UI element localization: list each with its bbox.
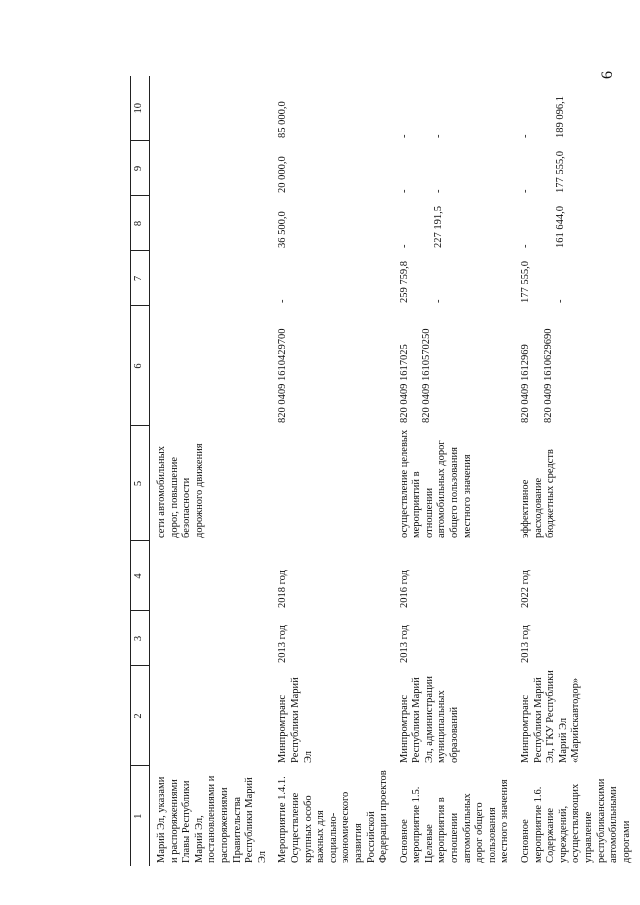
code-line: 820 0409 1610570250: [421, 328, 433, 423]
value-line: -: [520, 189, 532, 193]
cell-executor: Минпромтранс Республики Марий Эл, ГКУ Республики Марий Эл «Марийскавтодор»: [520, 670, 582, 763]
cell-value: 20 000,0: [277, 156, 289, 193]
cell-value: [514, 141, 635, 196]
cell-end-year: 2022 год: [520, 570, 532, 608]
cell-value: 85 000,0: [277, 101, 289, 138]
header-cell: 1: [131, 766, 150, 866]
cell-start-year: 2013 год: [520, 625, 532, 663]
rotated-table-container: [130, 76, 632, 866]
cell-end-year: [150, 541, 272, 611]
cell-value: 36 500,0: [277, 211, 289, 248]
cell-measure: Основное мероприятие 1.6. Содержание учреждений, осуществляющих управление республиканскими автомобильными дорогами: [520, 778, 632, 863]
cell-code: 820 0409 1610429700: [277, 328, 289, 423]
cell-code: [514, 306, 635, 426]
header-cell: 5: [131, 426, 150, 541]
cell-value: [514, 251, 635, 306]
cell-executor: Минпромтранс Республики Марий Эл: [277, 677, 314, 763]
cell-value: [393, 76, 514, 141]
cell-value: [150, 76, 272, 141]
value-line: 177 555,0: [554, 151, 566, 193]
value-line: -: [433, 134, 445, 138]
cell-value: [393, 196, 514, 251]
header-cell: 4: [131, 541, 150, 611]
cell-value: [514, 76, 635, 141]
cell-result: сети автомобильных дорог, повышение безопасности дорожного движения: [156, 443, 205, 538]
value-line: 227 191,5: [433, 206, 445, 248]
cell-executor: [150, 666, 272, 766]
cell-result: [271, 426, 392, 541]
cell-value: -: [277, 299, 289, 303]
table-row: [271, 76, 392, 866]
cell-start-year: 2013 год: [277, 625, 289, 663]
value-line: 259 759,8: [398, 261, 410, 303]
table-row: [150, 76, 272, 866]
header-cell: 6: [131, 306, 150, 426]
header-row: [131, 76, 150, 866]
code-line: 820 0409 1610629690: [542, 328, 554, 423]
cell-end-year: 2018 год: [277, 570, 289, 608]
value-line: 189 096,1: [554, 96, 566, 138]
cell-measure: Основное мероприятие 1.5. Целевые мероприятия в отношении автомобильных дорог общего пользования местного значения: [398, 779, 511, 863]
value-line: -: [520, 244, 532, 248]
value-line: -: [554, 299, 566, 303]
page-number: 6: [599, 71, 616, 79]
program-table: [130, 76, 635, 866]
header-cell: 8: [131, 196, 150, 251]
value-line: -: [398, 134, 410, 138]
cell-value: [393, 251, 514, 306]
value-line: 161 644,0: [554, 206, 566, 248]
cell-value: [514, 196, 635, 251]
cell-code: [393, 306, 514, 426]
cell-measure: Марий Эл, указами и распоряжениями Главы Республики Марий Эл, постановлениями и распоряжениями Правительства Республики Марий Эл: [156, 775, 268, 863]
header-cell: 7: [131, 251, 150, 306]
cell-value: [150, 196, 272, 251]
table-row: [514, 76, 635, 866]
cell-start-year: 2013 год: [398, 625, 410, 663]
code-line: 820 0409 1617025: [398, 344, 410, 423]
cell-measure: Мероприятие 1.4.1. Осуществление крупных особо важных для социально-экономического развития Российской Федерации проектов: [277, 770, 390, 863]
cell-result: эффективное расходование бюджетных средств: [520, 449, 557, 538]
value-line: -: [433, 299, 445, 303]
cell-executor: Минпромтранс Республики Марий Эл, администрации муниципальных образований: [398, 676, 461, 763]
header-cell: 2: [131, 666, 150, 766]
cell-end-year: 2016 год: [398, 570, 410, 608]
cell-start-year: [150, 611, 272, 666]
cell-code: [150, 306, 272, 426]
cell-result: осуществление целевых мероприятий в отношении автомобильных дорог общего пользования местного значения: [398, 429, 473, 538]
value-line: -: [433, 189, 445, 193]
cell-value: [150, 141, 272, 196]
code-line: 820 0409 1612969: [520, 344, 532, 423]
header-cell: 3: [131, 611, 150, 666]
header-cell: 9: [131, 141, 150, 196]
cell-value: [393, 141, 514, 196]
table-row: [393, 76, 514, 866]
value-line: -: [520, 134, 532, 138]
value-line: -: [398, 189, 410, 193]
header-cell: 10: [131, 76, 150, 141]
value-line: 177 555,0: [520, 261, 532, 303]
value-line: -: [398, 244, 410, 248]
cell-value: [150, 251, 272, 306]
